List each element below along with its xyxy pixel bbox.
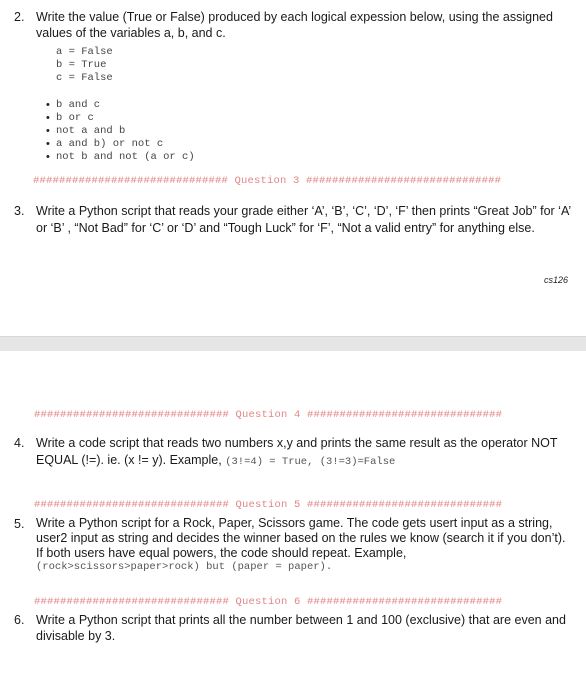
page-1 xyxy=(0,0,586,336)
variable-assignments xyxy=(56,46,113,85)
expression-item: • not b and not (a or c) xyxy=(46,151,195,164)
question-5-text: Write a Python script for a Rock, Paper, Scissors game. The code gets usert input as a string, user2 input as string and decides the winner based on the rules we know (search it if you don’t). If both users have equal powers, the code should repeat. Example, xyxy=(36,516,566,560)
expression-list xyxy=(46,99,195,164)
variable-c: c = False xyxy=(56,72,113,84)
question-6-separator: ############################## Question 6 ############################## xyxy=(34,596,503,608)
question-3 xyxy=(14,203,574,237)
question-2 xyxy=(14,9,574,41)
question-6 xyxy=(14,612,574,644)
question-2-number: 2. xyxy=(14,10,25,24)
expression-item: • b or c xyxy=(46,112,195,125)
question-4-text: Write a code script that reads two numbers x,y and prints the same result as the operator NOT EQUAL (!=). ie. (x != y). Example, xyxy=(36,436,558,467)
expression-item: • b and c xyxy=(46,99,195,112)
expression-item: • a and b) or not c xyxy=(46,138,195,151)
expression-item: • not a and b xyxy=(46,125,195,138)
page-2 xyxy=(0,351,586,700)
question-4-code-example: (3!=4) = True, (3!=3)=False xyxy=(225,456,396,468)
question-3-text: Write a Python script that reads your grade either ‘A’, ‘B’, ‘C’, ‘D’, ‘F’ then prints “Great Job” for ‘A’ or ‘B’ , “Not Bad” for ‘C’ or ‘D’ and “Tough Luck” for ‘F’, “Not a valid entry” for anything else. xyxy=(36,204,571,235)
question-5-body xyxy=(36,516,574,574)
variable-a: a = False xyxy=(56,46,113,58)
page-gap xyxy=(0,336,586,352)
question-6-number: 6. xyxy=(14,613,25,627)
question-4-number: 4. xyxy=(14,436,25,450)
question-3-separator: ############################## Question 3 ############################## xyxy=(33,175,502,187)
question-5-separator: ############################## Question 5 ############################## xyxy=(34,499,503,511)
question-5-code-example: (rock>scissors>paper>rock) but (paper = paper). xyxy=(36,561,333,573)
question-4 xyxy=(14,435,574,471)
question-4-body xyxy=(36,435,574,471)
question-5 xyxy=(14,516,574,574)
question-4-separator: ############################## Question 4 ############################## xyxy=(34,409,503,421)
variable-b: b = True xyxy=(56,59,107,71)
question-6-text: Write a Python script that prints all the number between 1 and 100 (exclusive) that are even and divisable by 3. xyxy=(36,613,566,643)
question-3-number: 3. xyxy=(14,204,25,218)
course-code: cs126 xyxy=(543,275,568,285)
question-5-number: 5. xyxy=(14,517,25,531)
question-2-text: Write the value (True or False) produced by each logical expession below, using the assigned values of the variables a, b, and c. xyxy=(36,10,553,40)
